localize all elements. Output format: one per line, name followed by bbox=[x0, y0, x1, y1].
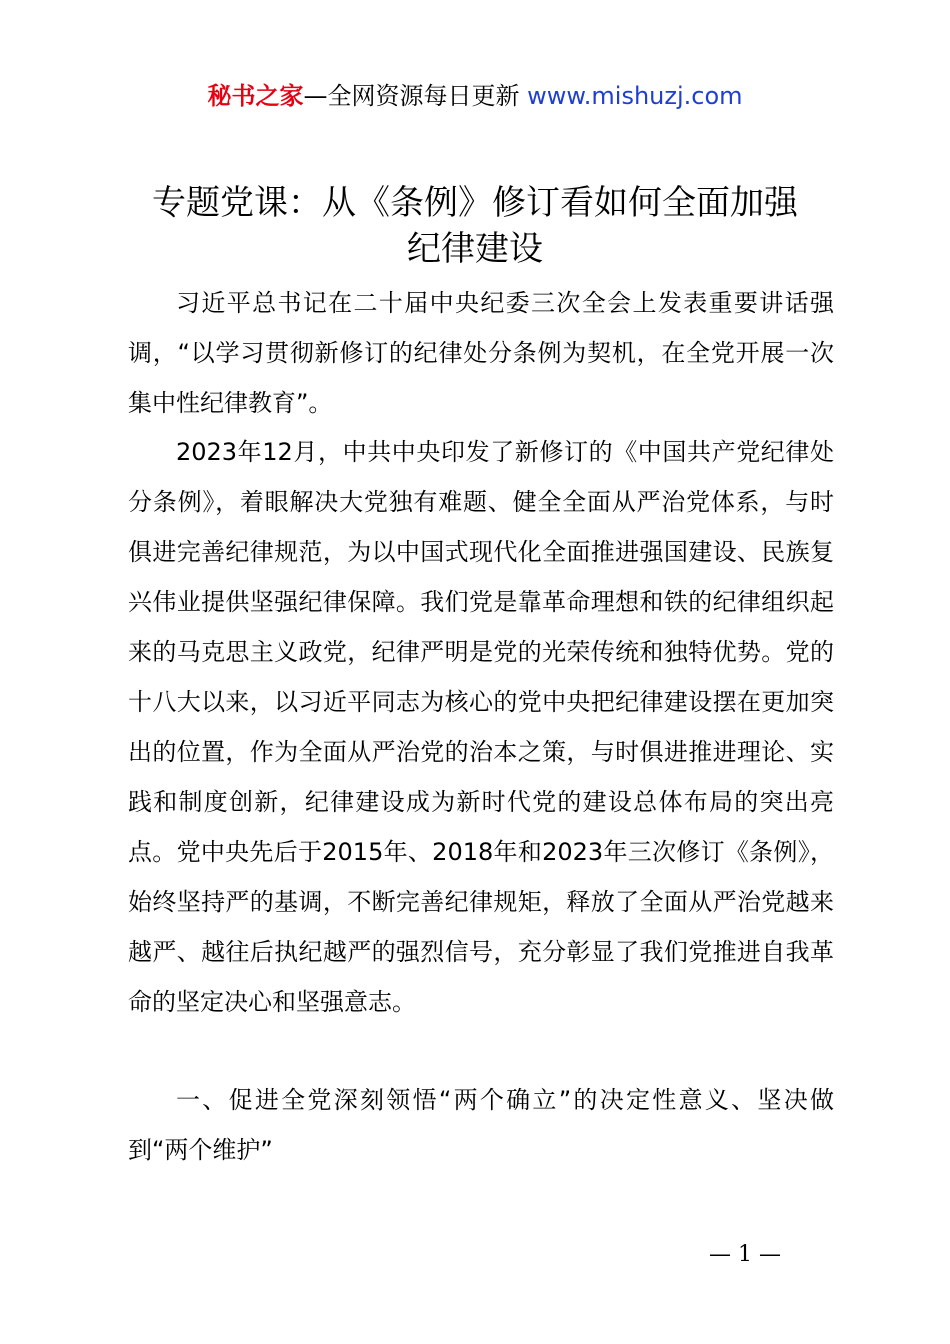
title-line-2: 纪律建设 bbox=[407, 229, 543, 269]
site-url-link[interactable]: www.mishuzj.com bbox=[527, 82, 743, 110]
document-title bbox=[100, 180, 850, 272]
paragraph-intro: 习近平总书记在二十届中央纪委三次全会上发表重要讲话强调，“以学习贯彻新修订的纪律处分条例为契机，在全党开展一次集中性纪律教育”。 bbox=[128, 289, 834, 417]
page-number: — 1 — bbox=[709, 1242, 781, 1267]
section-heading-1: 一、促进全党深刻领悟“两个确立”的决定性意义、坚决做到“两个维护” bbox=[128, 1086, 834, 1164]
paragraph-body: 2023年12月，中共中央印发了新修订的《中国共产党纪律处分条例》，着眼解决大党独有难题、健全全面从严治党体系，与时俱进完善纪律规范，为以中国式现代化全面推进强国建设、民族复兴伟业提供坚强纪律保障。我们党是靠革命理想和铁的纪律组织起来的马克思主义政党，纪律严明是党的光荣传统和独特优势。党的十八大以来，以习近平同志为核心的党中央把纪律建设摆在更加突出的位置，作为全面从严治党的治本之策，与时俱进推进理论、实践和制度创新，纪律建设成为新时代党的建设总体布局的突出亮点。党中央先后于2015年、2018年和2023年三次修订《条例》，始终坚持严的基调，不断完善纪律规矩，释放了全面从严治党越来越严、越往后执纪越严的强烈信号，充分彰显了我们党推进自我革命的坚定决心和坚强意志。 bbox=[128, 438, 834, 1016]
site-slogan: —全网资源每日更新 bbox=[303, 82, 528, 110]
title-line-1: 专题党课：从《条例》修订看如何全面加强 bbox=[152, 183, 798, 223]
site-header bbox=[0, 80, 950, 112]
site-brand: 秘书之家 bbox=[207, 82, 304, 110]
